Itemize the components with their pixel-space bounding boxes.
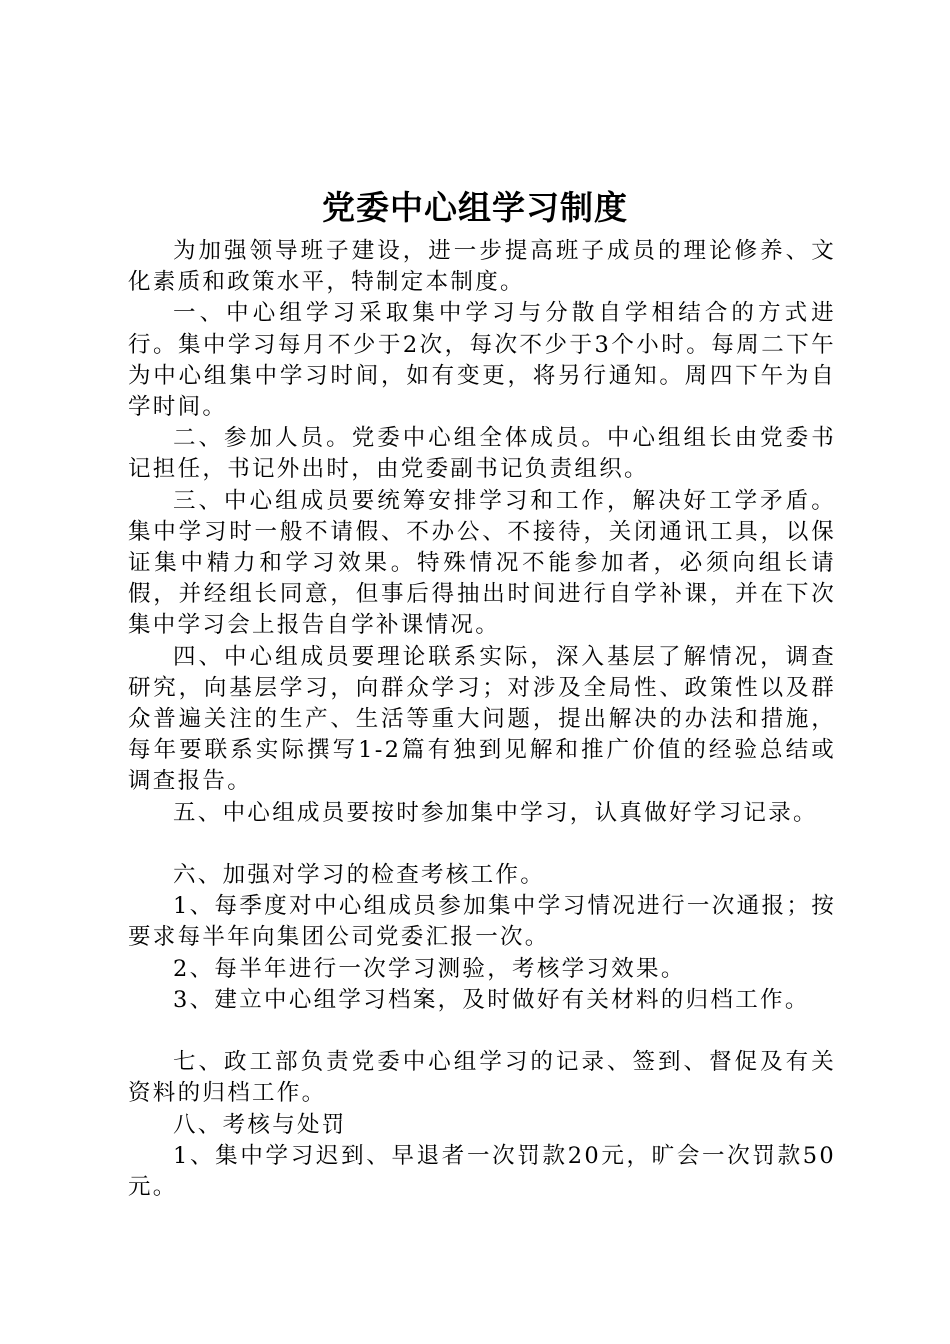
blank-line <box>128 1016 836 1047</box>
section-8-item-1: 1、集中学习迟到、早退者一次罚款20元，旷会一次罚款50元。 <box>128 1142 836 1201</box>
document-title: 党委中心组学习制度 <box>322 188 628 227</box>
section-6-item-2: 2、每半年进行一次学习测验，考核学习效果。 <box>173 955 686 982</box>
section-5-paragraph: 五、中心组成员要按时参加集中学习，认真做好学习记录。 <box>173 799 818 826</box>
section-3-paragraph: 三、中心组成员要统筹安排学习和工作，解决好工学矛盾。集中学习时一般不请假、不办公、不接待，关闭通讯工具，以保证集中精力和学习效果。特殊情况不能参加者，必须向组长请假，并经组长同意，但事后得抽出时间进行自学补课，并在下次集中学习会上报告自学补课情况。 <box>128 487 836 639</box>
section-2-paragraph: 二、参加人员。党委中心组全体成员。中心组组长由党委书记担任，书记外出时，由党委副书记负责组织。 <box>128 425 836 483</box>
section-8-heading: 八、考核与处罚 <box>173 1111 347 1138</box>
intro-paragraph: 为加强领导班子建设，进一步提高班子成员的理论修养、文化素质和政策水平，特制定本制度。 <box>128 238 836 296</box>
section-7-paragraph: 七、政工部负责党委中心组学习的记录、签到、督促及有关资料的归档工作。 <box>128 1049 836 1107</box>
section-6-item-1: 1、每季度对中心组成员参加集中学习情况进行一次通报；按要求每半年向集团公司党委汇报一次。 <box>128 893 836 951</box>
section-1-paragraph: 一、中心组学习采取集中学习与分散自学相结合的方式进行。集中学习每月不少于2次，每次不少于3个小时。每周二下午为中心组集中学习时间，如有变更，将另行通知。周四下午为自学时间。 <box>128 300 836 421</box>
blank-line <box>128 829 836 860</box>
section-6-item-3: 3、建立中心组学习档案，及时做好有关材料的归档工作。 <box>173 986 810 1013</box>
document-body <box>128 236 836 1203</box>
section-4-paragraph: 四、中心组成员要理论联系实际，深入基层了解情况，调查研究，向基层学习，向群众学习；对涉及全局性、政策性以及群众普遍关注的生产、生活等重大问题，提出解决的办法和措施，每年要联系实际撰写1-2篇有独到见解和推广价值的经验总结或调查报告。 <box>128 643 836 795</box>
section-6-heading: 六、加强对学习的检查考核工作。 <box>173 862 546 889</box>
